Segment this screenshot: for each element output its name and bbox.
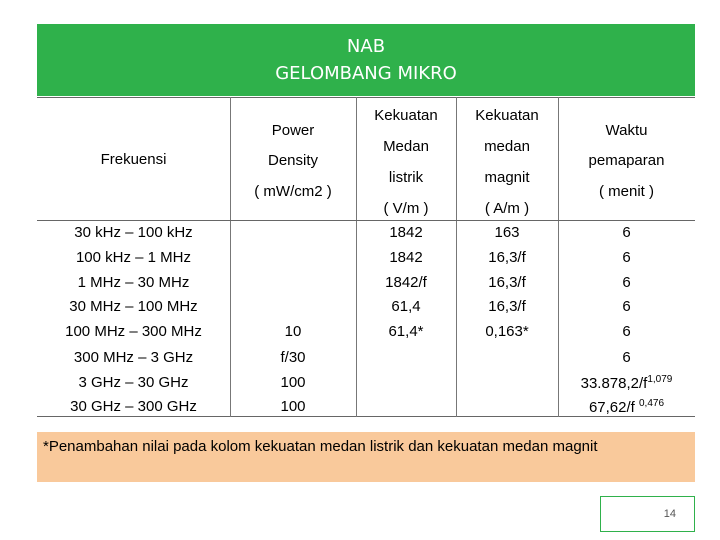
- title-line-2: GELOMBANG MIKRO: [275, 63, 457, 84]
- row-frequency: 30 GHz – 300 GHz: [70, 398, 197, 415]
- row-frequency: 3 GHz – 30 GHz: [78, 374, 189, 391]
- header-h-field-1: Kekuatan: [475, 107, 539, 124]
- header-divider: [37, 220, 695, 221]
- column-divider: [230, 97, 231, 417]
- row-frequency: 300 MHz – 3 GHz: [73, 349, 194, 366]
- page-number: 14: [600, 496, 695, 532]
- header-e-field-2: Medan: [383, 138, 429, 155]
- row-e-field: 1842/f: [385, 274, 427, 291]
- header-power-2: Density: [267, 152, 319, 169]
- row-h-field: 16,3/f: [488, 274, 526, 291]
- title-line-1: NAB: [346, 36, 386, 57]
- row-power: 100: [280, 374, 306, 391]
- row-h-field: 16,3/f: [488, 249, 526, 266]
- row-e-field: 61,4*: [388, 323, 424, 340]
- row-time: 6: [622, 274, 631, 291]
- header-time-2: pemaparan: [588, 152, 665, 169]
- row-e-field: 61,4: [391, 298, 421, 315]
- row-h-field: 16,3/f: [488, 298, 526, 315]
- header-time-3: ( menit ): [598, 183, 654, 200]
- row-power: 10: [284, 323, 302, 340]
- row-e-field: 1842: [389, 224, 423, 241]
- row-time: [558, 374, 695, 392]
- header-e-field-4: ( V/m ): [383, 200, 429, 217]
- row-frequency: 30 MHz – 100 MHz: [69, 298, 198, 315]
- row-time: 6: [622, 249, 631, 266]
- row-e-field: 1842: [389, 249, 423, 266]
- row-h-field: 163: [494, 224, 520, 241]
- row-power: 100: [280, 398, 306, 415]
- row-time: 6: [622, 224, 631, 241]
- header-e-field-3: listrik: [388, 169, 424, 186]
- row-frequency: 1 MHz – 30 MHz: [77, 274, 190, 291]
- header-frequency: Frekuensi: [100, 151, 167, 168]
- row-time-value: 67,62/f: [588, 399, 635, 416]
- row-time-exponent: 1,079: [647, 374, 673, 385]
- row-frequency: 100 kHz – 1 MHz: [75, 249, 192, 266]
- row-time-exponent: 0,476: [639, 398, 665, 409]
- row-h-field: 0,163*: [485, 323, 529, 340]
- header-power-3: ( mW/cm2 ): [254, 183, 332, 200]
- row-time-value: 33.878,2/f: [580, 375, 648, 392]
- row-time: 6: [622, 349, 631, 366]
- slide-title: [37, 24, 695, 96]
- row-frequency: 100 MHz – 300 MHz: [65, 323, 202, 340]
- header-time-1: Waktu: [605, 122, 648, 139]
- row-power: f/30: [280, 349, 306, 366]
- header-h-field-4: ( A/m ): [484, 200, 530, 217]
- footnote: *Penambahan nilai pada kolom kekuatan medan listrik dan kekuatan medan magnit: [37, 432, 695, 482]
- row-frequency: 30 kHz – 100 kHz: [74, 224, 193, 241]
- row-time: 6: [622, 298, 631, 315]
- header-e-field-1: Kekuatan: [374, 107, 438, 124]
- header-h-field-2: medan: [484, 138, 530, 155]
- header-h-field-3: magnit: [484, 169, 530, 186]
- header-power-1: Power: [271, 122, 315, 139]
- row-time: [558, 398, 695, 416]
- row-time: 6: [622, 323, 631, 340]
